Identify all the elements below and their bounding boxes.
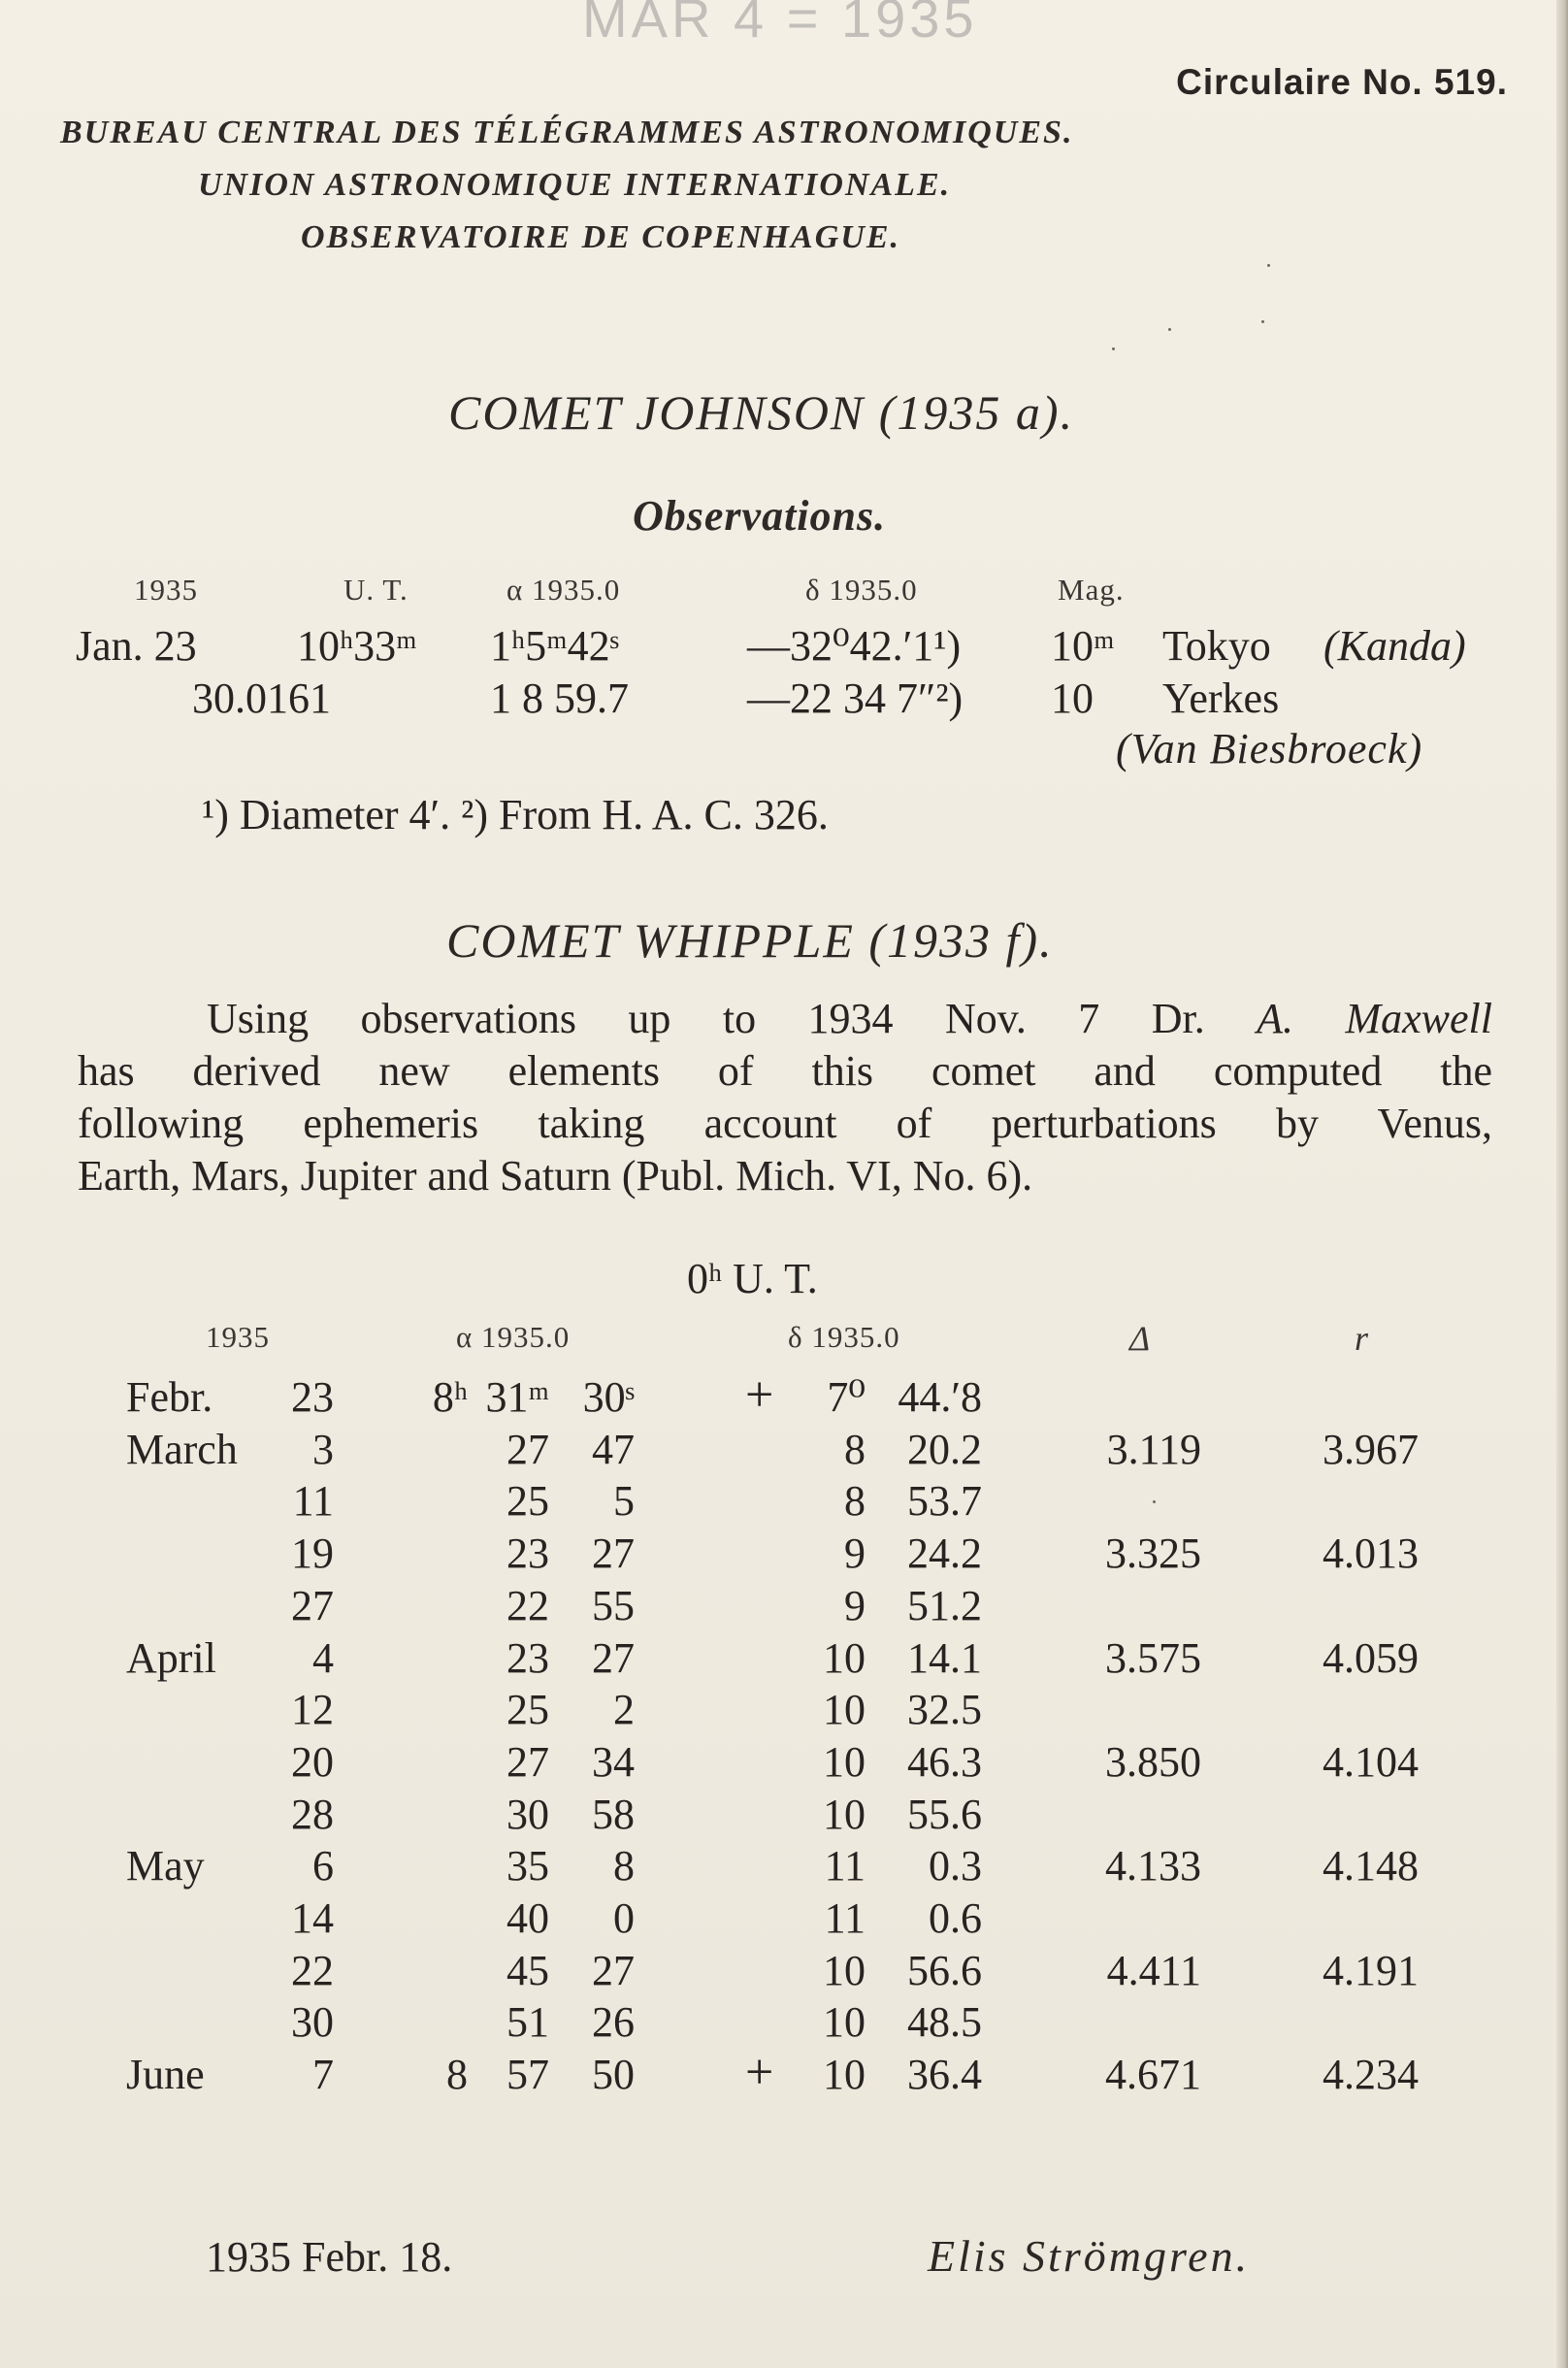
obs-dec: —32⁰42.′1¹)	[747, 622, 962, 670]
eph-dec-minutes: 14.1	[907, 1633, 982, 1682]
eph-month: June	[126, 2051, 205, 2099]
eph-ra-minutes: 23	[506, 1633, 549, 1682]
observation-footnotes: ¹) Diameter 4′. ²) From H. A. C. 326.	[202, 791, 829, 839]
eph-r: 4.104	[1323, 1737, 1419, 1786]
eph-ra-seconds: 47	[592, 1425, 635, 1473]
observations-title: Observations.	[633, 492, 887, 540]
eph-ra-seconds: 30ˢ	[582, 1373, 635, 1421]
eph-ra-minutes: 22	[506, 1581, 549, 1629]
eph-r: 4.059	[1323, 1633, 1419, 1682]
header-line-observatory: OBSERVATOIRE DE COPENHAGUE.	[301, 219, 901, 255]
eph-day: 20	[291, 1737, 334, 1786]
eph-dec-minutes: 55.6	[907, 1790, 982, 1838]
eph-month: May	[126, 1842, 205, 1891]
eph-ra-seconds: 26	[592, 1998, 635, 2047]
eph-dec-degrees: 7⁰	[827, 1373, 866, 1421]
eph-dec-degrees: 10	[823, 1998, 866, 2047]
eph-dec-degrees: 8	[844, 1477, 866, 1526]
eph-r: 4.191	[1323, 1946, 1419, 1994]
eph-day: 3	[312, 1425, 334, 1473]
eph-ra-minutes: 30	[506, 1790, 549, 1838]
obs-observatory: Yerkes	[1162, 674, 1280, 722]
eph-ra-minutes: 27	[506, 1425, 549, 1473]
eph-day: 11	[292, 1477, 334, 1526]
eph-ra-seconds: 27	[592, 1633, 635, 1682]
eph-day: 12	[291, 1686, 334, 1734]
eph-r: 4.148	[1323, 1842, 1419, 1891]
eph-ra-seconds: 0	[613, 1894, 635, 1942]
eph-dec-minutes: 53.7	[907, 1477, 982, 1526]
eph-col-year: 1935	[206, 1320, 270, 1354]
eph-delta: 4.133	[1105, 1842, 1201, 1891]
obs-date: 30.0161	[192, 674, 331, 722]
eph-ra-minutes: 57	[506, 2051, 549, 2099]
header-line-union: UNION ASTRONOMIQUE INTERNATIONALE.	[198, 167, 952, 203]
eph-day: 19	[291, 1529, 334, 1578]
paper-speck	[1261, 320, 1264, 323]
obs-observatory: Tokyo	[1162, 622, 1271, 670]
eph-ra-minutes: 31ᵐ	[485, 1373, 549, 1421]
eph-dec-degrees: 10	[823, 1633, 866, 1682]
paper-speck	[1267, 264, 1270, 267]
eph-ra-hours: 8ʰ	[432, 1373, 468, 1421]
eph-delta: 4.411	[1106, 1946, 1201, 1994]
eph-col-r: r	[1355, 1319, 1370, 1358]
eph-ra-seconds: 58	[592, 1790, 635, 1838]
eph-day: 6	[312, 1842, 334, 1891]
eph-dec-minutes: 48.5	[907, 1998, 982, 2047]
obs-col-ut: U. T.	[343, 573, 408, 607]
eph-day: 22	[291, 1946, 334, 1994]
eph-dec-minutes: 44.′8	[898, 1373, 982, 1421]
obs-col-mag: Mag.	[1058, 573, 1125, 607]
comet-johnson-title: COMET JOHNSON (1935 a).	[448, 385, 1075, 440]
eph-ra-hours: 8	[446, 2051, 468, 2099]
eph-day: 28	[291, 1790, 334, 1838]
eph-r: 3.967	[1323, 1425, 1419, 1473]
eph-dec-minutes: 0.3	[929, 1842, 982, 1891]
circular-number: Circulaire No. 519.	[1176, 62, 1508, 102]
paragraph-line-2: has derived new elements of this comet and computed the	[78, 1047, 1492, 1095]
eph-day: 30	[291, 1998, 334, 2047]
eph-delta: 3.575	[1105, 1633, 1201, 1682]
eph-ra-seconds: 2	[613, 1686, 635, 1734]
eph-day: 23	[291, 1373, 334, 1421]
eph-ra-minutes: 45	[506, 1946, 549, 1994]
eph-dec-degrees: 10	[823, 1790, 866, 1838]
eph-ra-minutes: 25	[506, 1686, 549, 1734]
eph-ra-seconds: 55	[592, 1581, 635, 1629]
eph-col-dec: δ 1935.0	[788, 1320, 900, 1354]
eph-dec-sign: +	[745, 1367, 774, 1423]
eph-ra-seconds: 34	[592, 1737, 635, 1786]
eph-dec-degrees: 10	[823, 1737, 866, 1786]
paragraph-text: Using observations up to 1934 Nov. 7 Dr.	[207, 995, 1205, 1042]
eph-dec-minutes: 32.5	[907, 1686, 982, 1734]
eph-dec-minutes: 20.2	[907, 1425, 982, 1473]
eph-dec-degrees: 10	[823, 2051, 866, 2099]
eph-month: April	[126, 1633, 216, 1682]
paragraph-line-3: following ephemeris taking account of perturbations by Venus,	[78, 1100, 1492, 1147]
obs-ra: 1ʰ5ᵐ42ˢ	[490, 622, 619, 670]
eph-dec-degrees: 10	[823, 1686, 866, 1734]
obs-ut: 10ʰ33ᵐ	[297, 622, 417, 670]
eph-ra-seconds: 27	[592, 1529, 635, 1578]
eph-dec-degrees: 9	[844, 1581, 866, 1629]
eph-day: 27	[291, 1581, 334, 1629]
eph-day: 14	[291, 1894, 334, 1942]
eph-day: 7	[312, 2051, 334, 2099]
eph-dec-degrees: 9	[844, 1529, 866, 1578]
eph-col-delta: Δ	[1129, 1319, 1152, 1358]
paper-edge	[1556, 0, 1568, 2368]
eph-delta: 3.119	[1106, 1425, 1201, 1473]
eph-r: 4.013	[1323, 1529, 1419, 1578]
received-stamp: MAR 4 = 1935	[582, 0, 978, 49]
circular-date: 1935 Febr. 18.	[206, 2233, 453, 2281]
eph-dec-degrees: 8	[844, 1425, 866, 1473]
eph-dec-minutes: 46.3	[907, 1737, 982, 1786]
eph-delta: 3.850	[1105, 1737, 1201, 1786]
eph-col-ra: α 1935.0	[456, 1320, 571, 1354]
eph-dec-degrees: 11	[824, 1894, 866, 1942]
obs-mag: 10	[1051, 674, 1094, 722]
eph-r: 4.234	[1323, 2051, 1419, 2099]
eph-month: Febr.	[126, 1373, 213, 1421]
eph-dec-degrees: 11	[824, 1842, 866, 1891]
paper-speck	[1153, 1500, 1156, 1503]
eph-ra-seconds: 8	[613, 1842, 635, 1891]
eph-dec-minutes: 36.4	[907, 2051, 982, 2099]
paper-speck	[1112, 347, 1115, 350]
obs-ra: 1 8 59.7	[490, 674, 629, 722]
eph-ra-seconds: 27	[592, 1946, 635, 1994]
eph-delta: 4.671	[1105, 2051, 1201, 2099]
eph-dec-degrees: 10	[823, 1946, 866, 1994]
ephemeris-title: 0ʰ U. T.	[687, 1255, 818, 1302]
eph-ra-minutes: 25	[506, 1477, 549, 1526]
eph-dec-minutes: 24.2	[907, 1529, 982, 1578]
obs-col-ra: α 1935.0	[506, 573, 621, 607]
paragraph-line-1	[207, 994, 1492, 1043]
paper-speck	[1168, 328, 1171, 331]
obs-date: Jan. 23	[76, 622, 197, 670]
header-line-bureau: BUREAU CENTRAL DES TÉLÉGRAMMES ASTRONOMIQUES.	[60, 115, 1074, 150]
comet-whipple-title: COMET WHIPPLE (1933 f).	[446, 913, 1054, 968]
obs-dec: —22 34 7″²)	[747, 674, 964, 722]
obs-col-year: 1935	[134, 573, 198, 607]
paragraph-line-4: Earth, Mars, Jupiter and Saturn (Publ. Mich. VI, No. 6).	[78, 1152, 1033, 1200]
author-name: A. Maxwell	[1257, 995, 1492, 1042]
signature: Elis Strömgren.	[928, 2231, 1251, 2281]
eph-month: March	[126, 1425, 238, 1473]
obs-observer: (Kanda)	[1323, 622, 1466, 670]
obs-observer: (Van Biesbroeck)	[1116, 725, 1423, 773]
eph-ra-minutes: 51	[506, 1998, 549, 2047]
eph-ra-minutes: 27	[506, 1737, 549, 1786]
eph-ra-minutes: 40	[506, 1894, 549, 1942]
eph-ra-minutes: 23	[506, 1529, 549, 1578]
eph-ra-seconds: 50	[592, 2051, 635, 2099]
eph-dec-minutes: 56.6	[907, 1946, 982, 1994]
eph-delta: 3.325	[1105, 1529, 1201, 1578]
eph-dec-minutes: 0.6	[929, 1894, 982, 1942]
obs-col-dec: δ 1935.0	[805, 573, 918, 607]
obs-mag: 10ᵐ	[1051, 622, 1115, 670]
eph-dec-sign: +	[745, 2045, 774, 2101]
eph-dec-minutes: 51.2	[907, 1581, 982, 1629]
eph-day: 4	[312, 1633, 334, 1682]
eph-ra-minutes: 35	[506, 1842, 549, 1891]
eph-ra-seconds: 5	[613, 1477, 635, 1526]
